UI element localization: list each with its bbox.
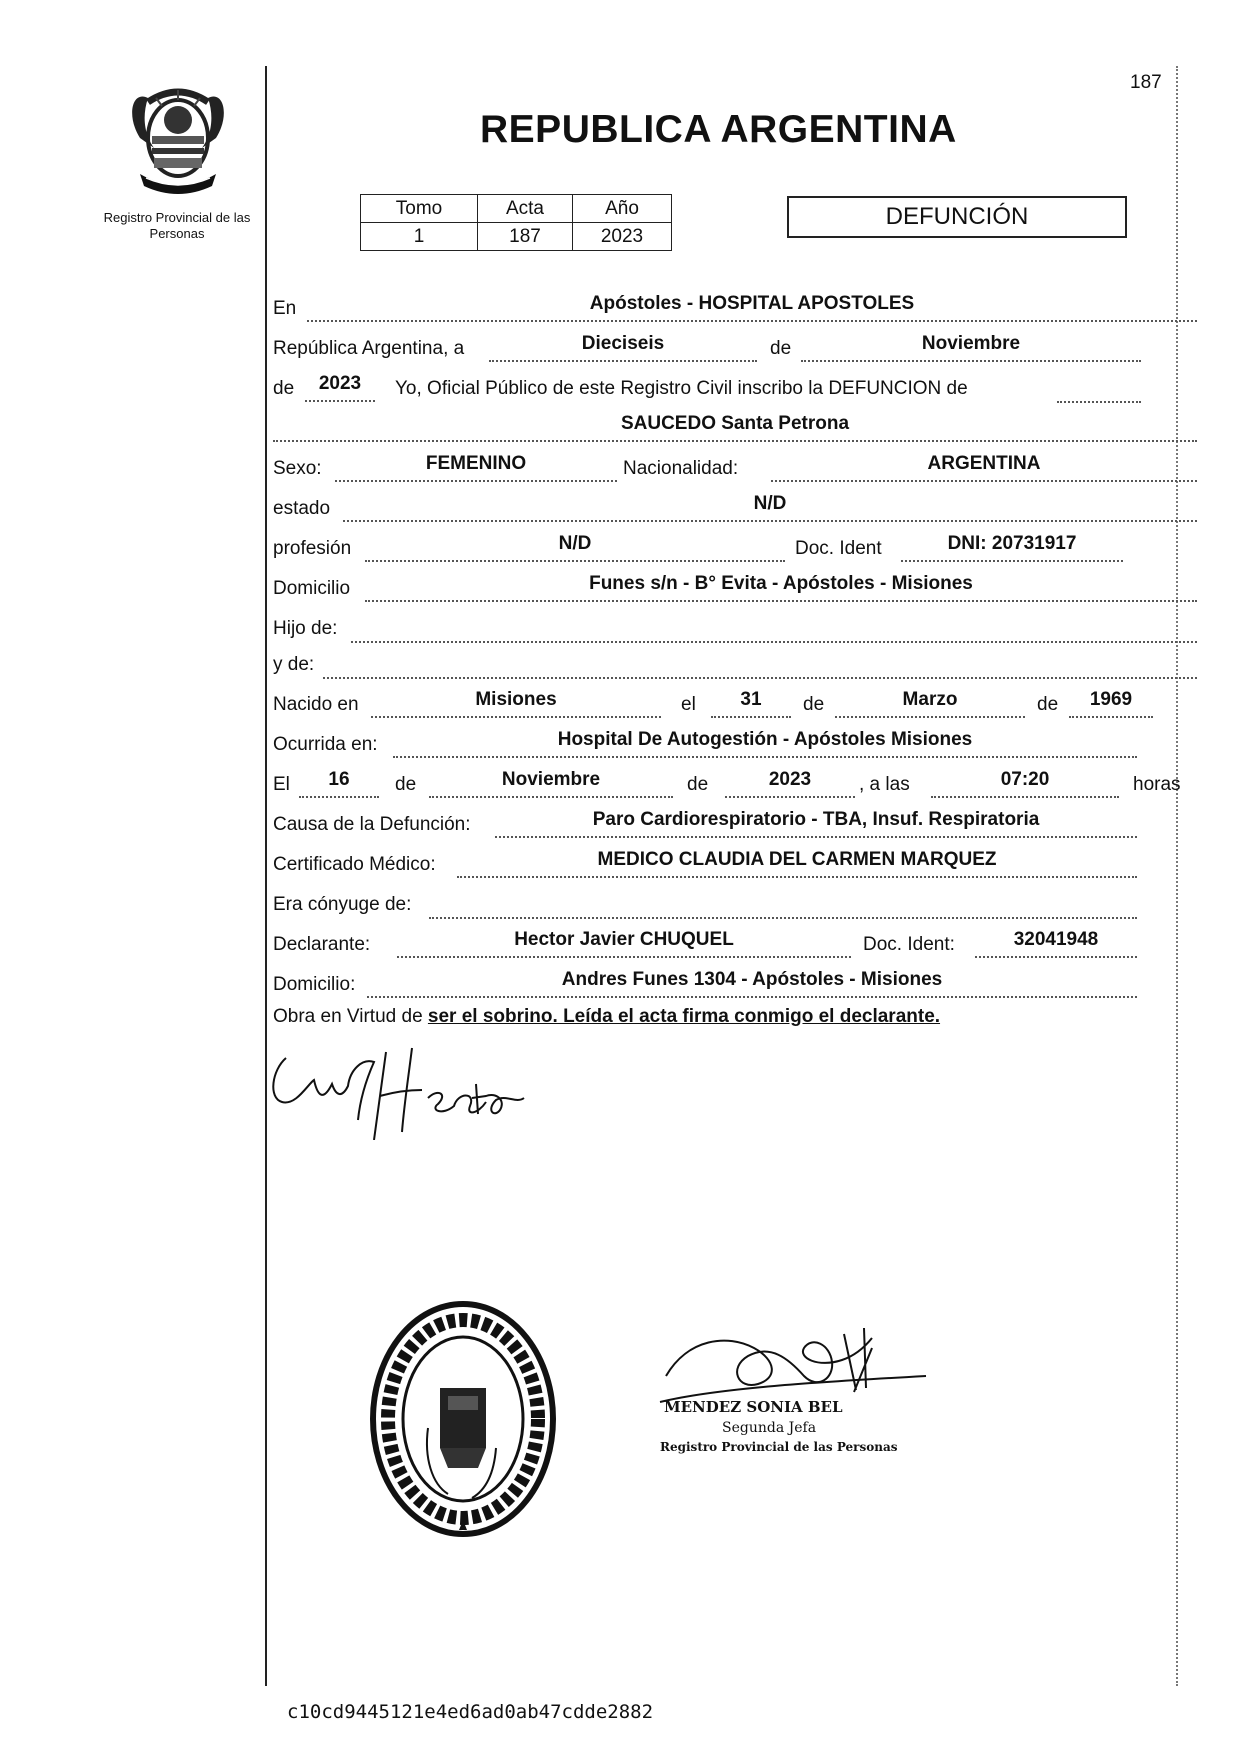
label-nacionalidad: Nacionalidad:: [623, 458, 739, 479]
label-certificado: Certificado Médico:: [273, 854, 436, 875]
left-margin-rule: [265, 66, 267, 1686]
label-nacido-en: Nacido en: [273, 694, 359, 715]
label-sexo: Sexo:: [273, 458, 322, 479]
dotted-line: [323, 654, 1197, 679]
label-hijo-de: Hijo de:: [273, 618, 338, 639]
value-def-dia: 16: [299, 769, 379, 798]
obra-prefix: Obra en Virtud de: [273, 1006, 428, 1027]
value-nac-anio: 1969: [1069, 689, 1153, 718]
value-declarante: Hector Javier CHUQUEL: [397, 929, 851, 958]
value-profesion: N/D: [365, 533, 785, 562]
dotted-line: [351, 618, 1197, 643]
dotted-line: [429, 894, 1137, 919]
label-de-6: de: [687, 774, 709, 795]
value-estado: N/D: [343, 493, 1197, 522]
label-ocurrida-en: Ocurrida en:: [273, 734, 378, 755]
value-def-hora: 07:20: [931, 769, 1119, 798]
value-nac-mes: Marzo: [835, 689, 1025, 718]
value-anio-inscripcion: 2023: [305, 373, 375, 402]
coat-of-arms-icon: [118, 76, 238, 196]
dotted-line: [1057, 378, 1141, 403]
tomo-header: Tomo: [361, 195, 478, 223]
acta-header: Acta: [478, 195, 573, 223]
official-role: Segunda Jefa: [722, 1420, 817, 1436]
label-horas: horas: [1133, 774, 1181, 795]
label-profesion: profesión: [273, 538, 352, 559]
acta-value: 187: [478, 223, 573, 251]
obra-text: ser el sobrino. Leída el acta firma conmigo el declarante.: [427, 1006, 941, 1027]
value-ocurrida-en: Hospital De Autogestión - Apóstoles Misiones: [393, 729, 1137, 758]
label-de-2: de: [273, 378, 295, 399]
label-de-5: de: [395, 774, 417, 795]
official-office: Registro Provincial de las Personas: [660, 1440, 898, 1454]
label-a-las: , a las: [859, 774, 910, 795]
label-inscribo: Yo, Oficial Público de este Registro Civil inscribo la DEFUNCION de: [395, 378, 968, 399]
label-doc-ident: Doc. Ident: [795, 538, 882, 559]
label-y-de: y de:: [273, 654, 315, 675]
value-doc-ident: DNI: 20731917: [901, 533, 1123, 562]
label-de-4: de: [1037, 694, 1059, 715]
value-nacido-en: Misiones: [371, 689, 661, 718]
value-nombre: SAUCEDO Santa Petrona: [273, 413, 1197, 442]
tomo-value: 1: [361, 223, 478, 251]
label-de-3: de: [803, 694, 825, 715]
registry-label: Registro Provincial de las Personas: [103, 210, 251, 241]
label-declarante: Declarante:: [273, 934, 371, 955]
value-dia-inscripcion: Dieciseis: [489, 333, 757, 362]
label-republica: República Argentina, a: [273, 338, 465, 359]
label-conyuge: Era cónyuge de:: [273, 894, 412, 915]
label-en: En: [273, 298, 297, 319]
obra-statement: [273, 1006, 940, 1028]
value-nac-dia: 31: [711, 689, 791, 718]
label-de-1: de: [770, 338, 792, 359]
value-sexo: FEMENINO: [335, 453, 617, 482]
value-lugar: Apóstoles - HOSPITAL APOSTOLES: [307, 293, 1197, 322]
value-def-anio: 2023: [725, 769, 855, 798]
value-domicilio: Funes s/n - B° Evita - Apóstoles - Misiones: [365, 573, 1197, 602]
label-el-cap: El: [273, 774, 290, 795]
label-domicilio-2: Domicilio:: [273, 974, 356, 995]
value-causa: Paro Cardiorespiratorio - TBA, Insuf. Respiratoria: [495, 809, 1137, 838]
value-certificado: MEDICO CLAUDIA DEL CARMEN MARQUEZ: [457, 849, 1137, 878]
official-name: MENDEZ SONIA BEL: [664, 1398, 843, 1416]
label-domicilio: Domicilio: [273, 578, 351, 599]
anio-value: 2023: [573, 223, 672, 251]
declarant-signature: [262, 1040, 552, 1140]
value-nacionalidad: ARGENTINA: [771, 453, 1197, 482]
value-declarante-doc: 32041948: [975, 929, 1137, 958]
label-el: el: [681, 694, 696, 715]
value-def-mes: Noviembre: [429, 769, 673, 798]
page-number: 187: [1130, 72, 1162, 93]
value-declarante-domicilio: Andres Funes 1304 - Apóstoles - Misiones: [367, 969, 1137, 998]
page-title: REPUBLICA ARGENTINA: [480, 108, 957, 151]
anio-header: Año: [573, 195, 672, 223]
label-causa: Causa de la Defunción:: [273, 814, 471, 835]
document-type-box: DEFUNCIÓN: [787, 196, 1127, 238]
label-doc-ident-2: Doc. Ident:: [863, 934, 955, 955]
acta-reference-table: [360, 194, 672, 251]
document-hash: c10cd9445121e4ed6ad0ab47cdde2882: [287, 1701, 654, 1723]
value-mes-inscripcion: Noviembre: [801, 333, 1141, 362]
registry-seal-stamp: [368, 1298, 558, 1540]
label-estado: estado: [273, 498, 331, 519]
